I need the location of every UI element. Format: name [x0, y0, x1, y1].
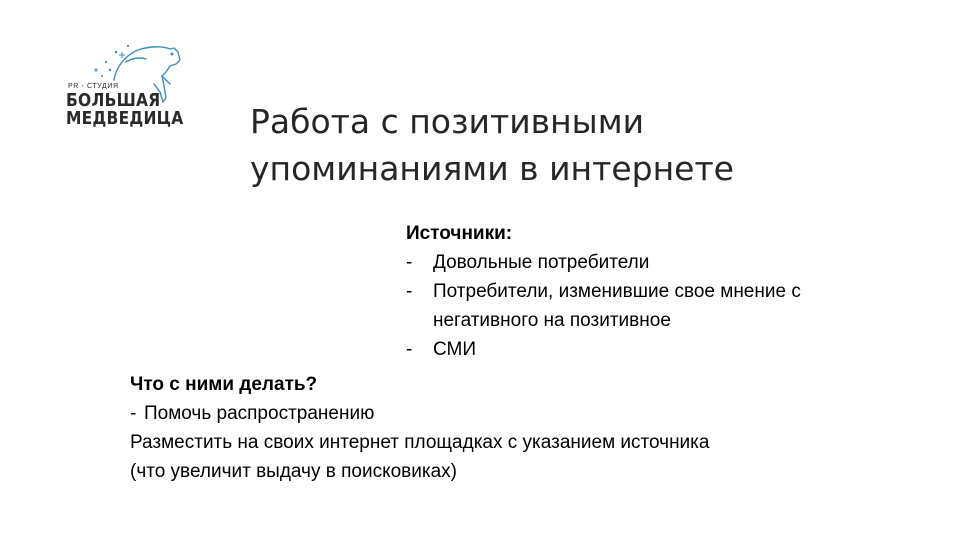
logo-wordmark-line2: МЕДВЕДИЦА — [66, 108, 184, 129]
list-bullet: - — [406, 252, 413, 273]
studio-logo — [66, 40, 182, 132]
sources-heading: Источники: — [406, 223, 513, 244]
list-bullet: - — [406, 281, 413, 302]
slide-title-line1: Работа с позитивными — [250, 102, 645, 141]
sources-block — [406, 219, 906, 364]
list-bullet: - — [130, 403, 137, 424]
sources-list — [406, 248, 906, 364]
actions-paragraph: Разместить на своих интернет площадках с указанием источника (что увеличит выдачу в поисковиках) — [130, 432, 710, 482]
actions-heading: Что с ними делать? — [130, 374, 318, 395]
list-item-text: Потребители, изменившие свое мнение с негативного на позитивное — [433, 281, 801, 331]
list-item — [406, 277, 906, 335]
list-item-text: Довольные потребители — [433, 252, 650, 273]
logo-subtitle: PR - СТУДИЯ — [68, 83, 119, 90]
actions-block — [130, 370, 850, 486]
slide-title-line2: упоминаниями в интернете — [250, 149, 734, 188]
list-item — [130, 399, 850, 428]
list-item — [406, 335, 906, 364]
list-item-text: СМИ — [433, 339, 476, 360]
list-bullet: - — [406, 339, 413, 360]
slide-title — [250, 98, 890, 192]
logo-wordmark-line1: БОЛЬШАЯ — [66, 90, 161, 111]
list-item — [406, 248, 906, 277]
list-item-text: Помочь распространению — [144, 403, 375, 424]
